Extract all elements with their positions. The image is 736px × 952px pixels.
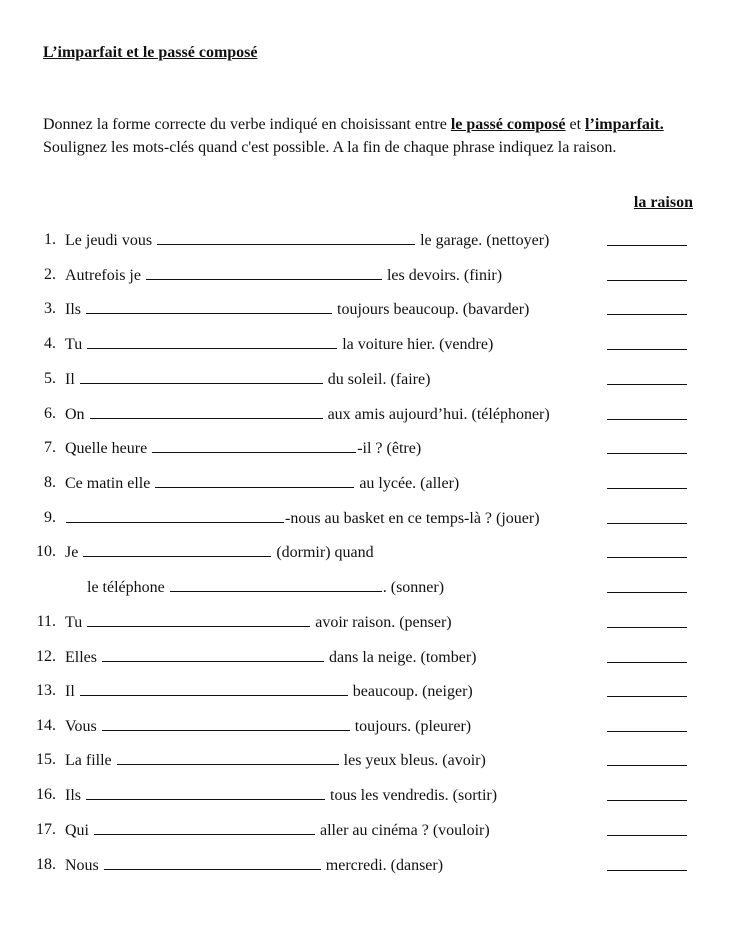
exercise-row [0,854,736,876]
sentence-end: dans la neige. (tomber) [329,649,477,666]
exercise-number: 5. [44,370,56,387]
raison-answer-blank[interactable] [607,662,687,663]
exercise-sentence [65,368,430,391]
sentence-start: Autrefois je [65,267,141,284]
raison-answer-blank[interactable] [607,592,687,593]
sentence-start: Vous [65,718,97,735]
exercise-row [0,333,736,355]
exercise-row [0,229,736,251]
raison-answer-blank[interactable] [607,557,687,558]
verb-answer-blank[interactable] [170,576,382,592]
raison-answer-blank[interactable] [607,453,687,454]
sentence-start: Quelle heure [65,440,148,457]
verb-answer-blank[interactable] [87,611,310,627]
sentence-start: Le jeudi vous [65,232,153,249]
exercise-number: 6. [44,405,56,422]
exercise-sentence [65,611,452,634]
verb-answer-blank[interactable] [155,472,354,488]
sentence-start: Ils [65,301,81,318]
sentence-start: Elles [65,649,97,666]
sentence-end: (dormir) quand [276,544,374,561]
exercise-row [0,784,736,806]
exercise-sentence [65,715,471,738]
sentence-end: la voiture hier. (vendre) [342,336,494,353]
exercise-number: 12. [36,648,56,665]
instructions-part2: et [565,116,586,133]
verb-answer-blank[interactable] [117,749,339,765]
exercise-sentence [65,229,549,252]
exercise-row [0,403,736,425]
exercise-number: 17. [36,821,56,838]
exercise-row [0,749,736,771]
verb-answer-blank[interactable] [80,680,348,696]
verb-answer-blank[interactable] [146,264,382,280]
sentence-start: Nous [65,857,99,874]
raison-answer-blank[interactable] [607,835,687,836]
exercise-sentence [65,749,486,772]
raison-answer-blank[interactable] [607,523,687,524]
verb-answer-blank[interactable] [152,437,356,453]
verb-answer-blank[interactable] [90,403,323,419]
sentence-end: avoir raison. (penser) [315,614,452,631]
sentence-end: . (sonner) [382,579,445,596]
exercise-sentence [65,507,540,530]
sentence-start: Tu [65,614,83,631]
sentence-start: La fille [65,752,112,769]
exercise-sentence [65,819,490,842]
verb-answer-blank[interactable] [102,715,350,731]
raison-answer-blank[interactable] [607,314,687,315]
exercise-sentence [65,472,459,495]
exercise-sentence [65,680,473,703]
sentence-end: les yeux bleus. (avoir) [343,752,486,769]
exercise-row [0,541,736,563]
verb-answer-blank[interactable] [80,368,323,384]
exercise-sentence [65,854,443,877]
sentence-end: aux amis aujourd’hui. (téléphoner) [327,406,550,423]
exercise-number: 1. [44,231,56,248]
sentence-end: -il ? (être) [357,440,422,457]
instructions-part3: Soulignez les mots-clés quand c'est possible. A la fin de chaque phrase indiquez la raison. [43,139,617,156]
exercise-row [0,368,736,390]
sentence-end: du soleil. (faire) [327,371,431,388]
exercise-row [0,611,736,633]
sentence-end: mercredi. (danser) [325,857,444,874]
sentence-end: tous les vendredis. (sortir) [330,787,498,804]
exercise-sentence [87,576,444,599]
raison-answer-blank[interactable] [607,280,687,281]
sentence-end: le garage. (nettoyer) [420,232,550,249]
verb-answer-blank[interactable] [157,229,415,245]
raison-column-heading: la raison [633,194,693,211]
instructions-passe-compose: le passé composé [450,116,566,133]
sentence-start: Ce matin elle [65,475,151,492]
exercise-sentence [65,298,529,321]
exercise-sentence [65,264,502,287]
raison-answer-blank[interactable] [607,384,687,385]
sentence-end: au lycée. (aller) [359,475,460,492]
verb-answer-blank[interactable] [102,646,324,662]
exercise-row [0,680,736,702]
instructions-imparfait: l’imparfait. [585,116,664,133]
sentence-start: Qui [65,822,89,839]
exercise-number: 13. [36,682,56,699]
exercise-number: 2. [44,266,56,283]
exercise-row [0,576,736,598]
exercise-number: 4. [44,335,56,352]
verb-answer-blank[interactable] [87,333,337,349]
raison-answer-blank[interactable] [607,731,687,732]
verb-answer-blank[interactable] [66,507,284,523]
sentence-end: beaucoup. (neiger) [352,683,473,700]
exercise-number: 18. [36,856,56,873]
exercise-sentence [65,784,497,807]
raison-answer-blank[interactable] [607,800,687,801]
exercise-number: 7. [44,439,56,456]
sentence-start: Tu [65,336,83,353]
exercise-sentence [65,541,374,564]
sentence-end: aller au cinéma ? (vouloir) [320,822,490,839]
raison-answer-blank[interactable] [607,488,687,489]
exercise-row [0,819,736,841]
exercise-sentence [65,437,421,460]
exercise-number: 14. [36,717,56,734]
instructions-part1: Donnez la forme correcte du verbe indiqué en choisissant entre [43,116,451,133]
sentence-start: On [65,406,85,423]
instructions [43,113,693,159]
exercise-row [0,715,736,737]
raison-answer-blank[interactable] [607,349,687,350]
verb-answer-blank[interactable] [86,784,325,800]
sentence-start: Il [65,683,75,700]
raison-answer-blank[interactable] [607,870,687,871]
sentence-start: Il [65,371,75,388]
exercise-sentence [65,403,550,426]
exercise-row [0,507,736,529]
verb-answer-blank[interactable] [104,854,321,870]
sentence-end: toujours beaucoup. (bavarder) [337,301,530,318]
sentence-end: -nous au basket en ce temps-là ? (jouer) [285,510,540,527]
exercise-row [0,264,736,286]
exercise-number: 16. [36,786,56,803]
exercise-number: 11. [36,613,56,630]
exercise-number: 9. [44,509,56,526]
worksheet-title: L’imparfait et le passé composé [43,44,258,61]
exercise-number: 3. [44,300,56,317]
raison-answer-blank[interactable] [607,765,687,766]
exercise-sentence [65,333,493,356]
exercise-number: 8. [44,474,56,491]
verb-answer-blank[interactable] [86,298,332,314]
raison-answer-blank[interactable] [607,245,687,246]
exercise-sentence [65,646,477,669]
exercise-row [0,646,736,668]
verb-answer-blank[interactable] [83,541,271,557]
exercise-row [0,437,736,459]
exercise-number: 10. [36,543,56,560]
exercise-row [0,472,736,494]
raison-answer-blank[interactable] [607,696,687,697]
exercise-row [0,298,736,320]
raison-answer-blank[interactable] [607,627,687,628]
sentence-end: les devoirs. (finir) [386,267,503,284]
sentence-end: toujours. (pleurer) [354,718,472,735]
exercise-number: 15. [36,751,56,768]
raison-answer-blank[interactable] [607,419,687,420]
verb-answer-blank[interactable] [94,819,315,835]
sentence-start: Ils [65,787,81,804]
sentence-start: le téléphone [87,579,165,596]
sentence-start: Je [65,544,79,561]
